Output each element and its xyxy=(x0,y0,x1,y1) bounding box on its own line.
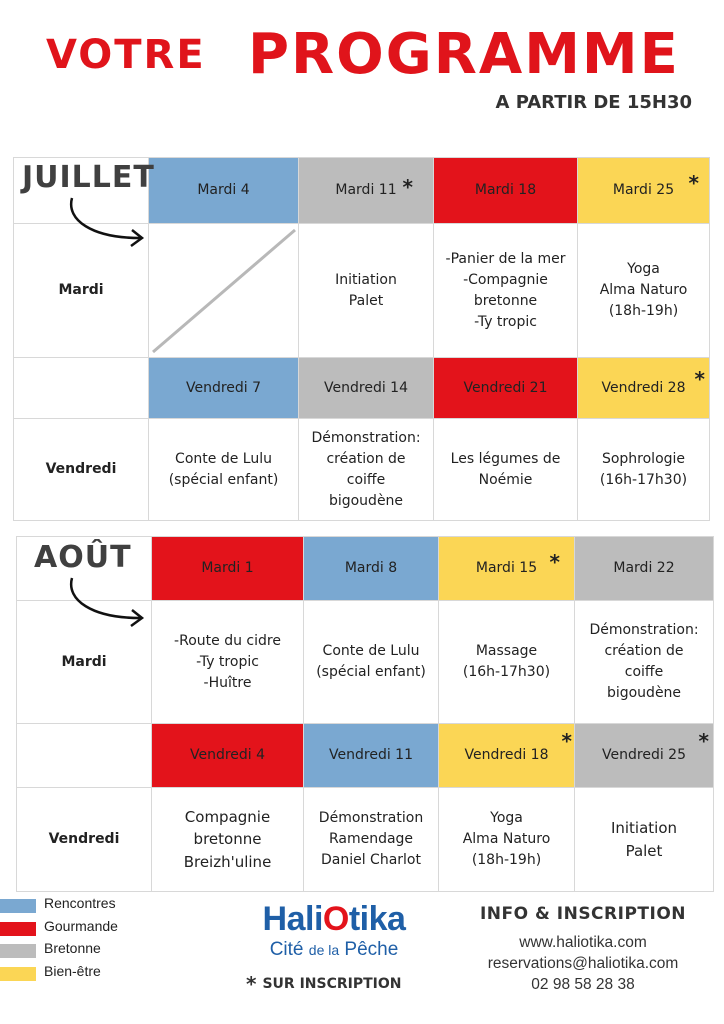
juillet-vendredi-head-4 xyxy=(578,358,710,419)
aout-vendredi-event-1: Compagnie bretonne Breizh'uline xyxy=(152,788,304,892)
tagline-part: Cité xyxy=(269,939,309,960)
arrow-icon xyxy=(62,194,152,254)
month-juillet: JUILLET xyxy=(22,160,155,195)
juillet-mardi-head-1: Mardi 4 xyxy=(149,158,299,224)
aout-mardi-event-1: -Route du cidre -Ty tropic -Huître xyxy=(152,601,304,724)
aout-vendredi-corner xyxy=(17,724,152,788)
inscription-star-icon: * xyxy=(402,175,413,199)
aout-mardi-head-3 xyxy=(439,537,575,601)
haliotika-logo xyxy=(236,902,432,961)
legend-label: Bretonne xyxy=(44,940,101,956)
juillet-mardi-head-4 xyxy=(578,158,710,224)
head-label: Vendredi 25 xyxy=(602,747,686,763)
legend-swatch xyxy=(0,944,36,958)
logo-tagline xyxy=(236,939,432,961)
legend-swatch xyxy=(0,967,36,981)
juillet-vendredi-head-3: Vendredi 21 xyxy=(434,358,578,419)
legend-label: Gourmande xyxy=(44,917,118,934)
juillet-mardi-empty-cell xyxy=(149,224,299,358)
head-label: Mardi 15 xyxy=(475,560,538,576)
inscription-star-icon: * xyxy=(561,729,572,753)
aout-vendredi-event-2: Démonstration Ramendage Daniel Charlot xyxy=(304,788,439,892)
aout-mardi-head-2: Mardi 8 xyxy=(304,537,439,601)
aout-vendredi-event-3: Yoga Alma Naturo (18h-19h) xyxy=(439,788,575,892)
juillet-vendredi-label: Vendredi xyxy=(14,419,149,521)
aout-vendredi-head-4 xyxy=(575,724,714,788)
aout-mardi-event-2: Conte de Lulu (spécial enfant) xyxy=(304,601,439,724)
inscription-star-icon: * xyxy=(549,550,560,574)
aout-vendredi-event-4: Initiation Palet xyxy=(575,788,714,892)
inscription-text: SUR INSCRIPTION xyxy=(262,976,402,992)
head-label: Vendredi 28 xyxy=(601,379,686,396)
juillet-vendredi-event-4: Sophrologie (16h-17h30) xyxy=(578,419,710,521)
website-link[interactable]: www.haliotika.com xyxy=(519,934,647,951)
legend-label: Bien-être xyxy=(44,962,101,979)
logo-part: tika xyxy=(348,900,406,938)
logo-wordmark xyxy=(236,902,432,936)
head-label: Mardi 25 xyxy=(612,182,675,198)
arrow-icon xyxy=(62,574,152,634)
tagline-part: Pêche xyxy=(339,939,399,960)
inscription-star-icon: * xyxy=(694,367,705,391)
aout-mardi-head-4: Mardi 22 xyxy=(575,537,714,601)
juillet-vendredi-head-1: Vendredi 7 xyxy=(149,358,299,419)
logo-part: O xyxy=(322,900,349,938)
head-label: Vendredi 18 xyxy=(464,747,549,763)
juillet-mardi-label: Mardi xyxy=(14,224,149,358)
inscription-star-icon: * xyxy=(688,171,699,195)
juillet-vendredi-event-3: Les légumes de Noémie xyxy=(434,419,578,521)
juillet-mardi-head-3: Mardi 18 xyxy=(434,158,578,224)
aout-vendredi-head-2: Vendredi 11 xyxy=(304,724,439,788)
legend-swatch xyxy=(0,922,36,936)
no-event-slash-icon xyxy=(149,224,299,358)
info-block xyxy=(458,904,708,995)
aout-mardi-head-1: Mardi 1 xyxy=(152,537,304,601)
juillet-mardi-head-2 xyxy=(299,158,434,224)
aout-mardi-label: Mardi xyxy=(17,601,152,724)
juillet-vendredi-corner xyxy=(14,358,149,419)
legend-label: Rencontres xyxy=(44,895,116,911)
juillet-mardi-event-4: Yoga Alma Naturo (18h-19h) xyxy=(578,224,710,358)
phone-number[interactable]: 02 98 58 28 38 xyxy=(531,976,635,993)
aout-mardi-event-4: Démonstration: création de coiffe bigoudène xyxy=(575,601,714,724)
logo-part: Hali xyxy=(262,900,323,938)
juillet-vendredi-event-1: Conte de Lulu (spécial enfant) xyxy=(149,419,299,521)
inscription-note xyxy=(246,972,401,996)
aout-mardi-event-3: Massage (16h-17h30) xyxy=(439,601,575,724)
tagline-part: de la xyxy=(308,942,340,958)
inscription-star-icon: * xyxy=(246,972,257,996)
head-label: Mardi 11 xyxy=(335,182,397,198)
aout-vendredi-label: Vendredi xyxy=(17,788,152,892)
inscription-star-icon: * xyxy=(698,729,709,753)
info-title: INFO & INSCRIPTION xyxy=(479,904,687,924)
juillet-vendredi-event-2: Démonstration: création de coiffe bigoudène xyxy=(299,419,434,521)
aout-vendredi-head-3 xyxy=(439,724,575,788)
juillet-vendredi-head-2: Vendredi 14 xyxy=(299,358,434,419)
month-aout: AOÛT xyxy=(34,540,132,575)
juillet-mardi-event-3: -Panier de la mer -Compagnie bretonne -Ty tropic xyxy=(434,224,578,358)
title-programme: PROGRAMME xyxy=(248,22,680,87)
legend-swatch xyxy=(0,899,36,913)
title-votre: VOTRE xyxy=(46,32,206,78)
email-link[interactable]: reservations@haliotika.com xyxy=(487,955,679,972)
subtitle-start-time: A PARTIR DE 15H30 xyxy=(495,92,692,113)
aout-vendredi-head-1: Vendredi 4 xyxy=(152,724,304,788)
juillet-mardi-event-2: Initiation Palet xyxy=(299,224,434,358)
